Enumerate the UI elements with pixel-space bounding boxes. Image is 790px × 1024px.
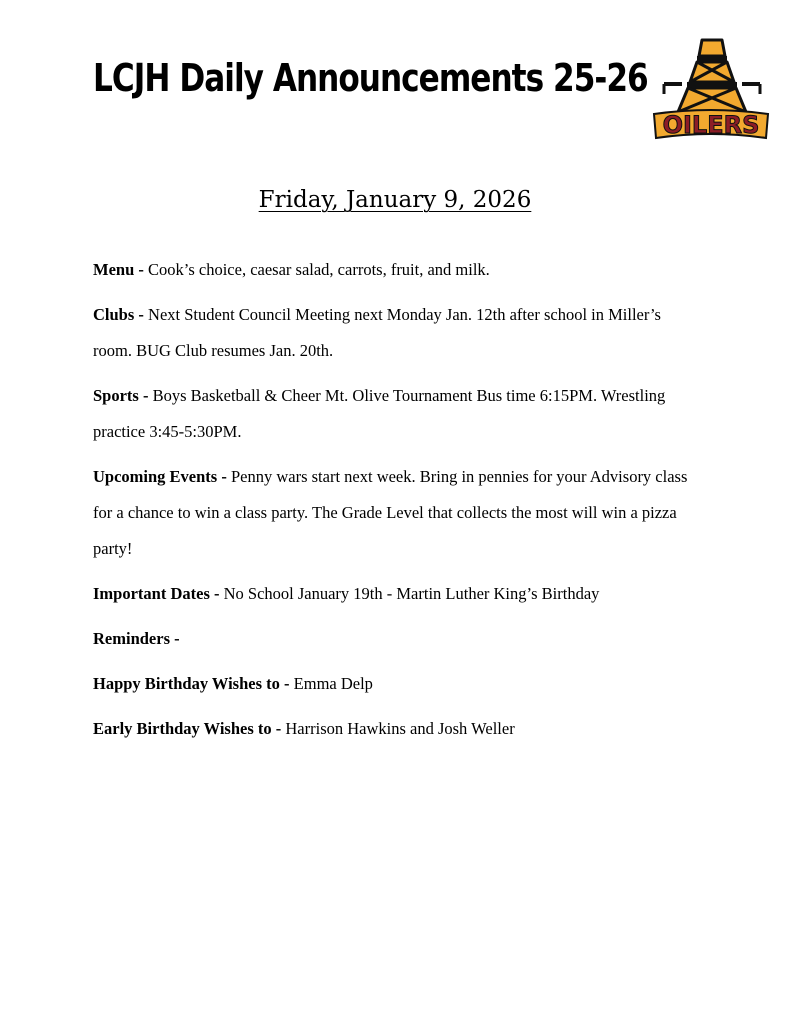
entry-label: Reminders -: [93, 629, 180, 648]
entry-text: Penny wars start next week. Bring in pennies for your Advisory class for a chance to win a class party. The Grade Level that collects the most will win a pizza party!: [93, 467, 688, 558]
oil-derrick-icon: [664, 40, 760, 112]
announcement-important-dates: [93, 576, 703, 612]
announcement-reminders: [93, 621, 703, 657]
announcement-happy-birthday: [93, 666, 703, 702]
announcement-date: Friday, January 9, 2026: [258, 187, 532, 213]
entry-text: Harrison Hawkins and Josh Weller: [285, 719, 515, 738]
entry-text: Cook’s choice, caesar salad, carrots, fruit, and milk.: [148, 260, 490, 279]
entry-label: Sports -: [93, 386, 153, 405]
oilers-logo: [650, 36, 772, 142]
entry-label: Happy Birthday Wishes to -: [93, 674, 294, 693]
entry-label: Early Birthday Wishes to -: [93, 719, 286, 738]
entry-label: Upcoming Events -: [93, 467, 231, 486]
entry-label: Important Dates -: [93, 584, 224, 603]
announcement-early-birthday: [93, 711, 703, 747]
announcement-upcoming-events: [93, 459, 703, 567]
entry-text: Next Student Council Meeting next Monday Jan. 12th after school in Miller’s room. BUG Club resumes Jan. 20th.: [93, 305, 661, 360]
entry-label: Clubs -: [93, 305, 149, 324]
announcement-sports: [93, 378, 703, 450]
page-title: LCJH Daily Announcements 25-26: [93, 56, 648, 100]
entry-text: No School January 19th - Martin Luther King’s Birthday: [223, 584, 600, 603]
announcement-list: [93, 252, 703, 756]
oilers-wordmark: [654, 110, 768, 139]
entry-text: Boys Basketball & Cheer Mt. Olive Tournament Bus time 6:15PM. Wrestling practice 3:45-5:30PM.: [93, 386, 666, 441]
announcement-clubs: [93, 297, 703, 369]
announcement-menu: [93, 252, 703, 288]
oilers-logo-text: OILERS: [662, 111, 760, 139]
entry-label: Menu -: [93, 260, 148, 279]
entry-text: Emma Delp: [293, 674, 373, 693]
